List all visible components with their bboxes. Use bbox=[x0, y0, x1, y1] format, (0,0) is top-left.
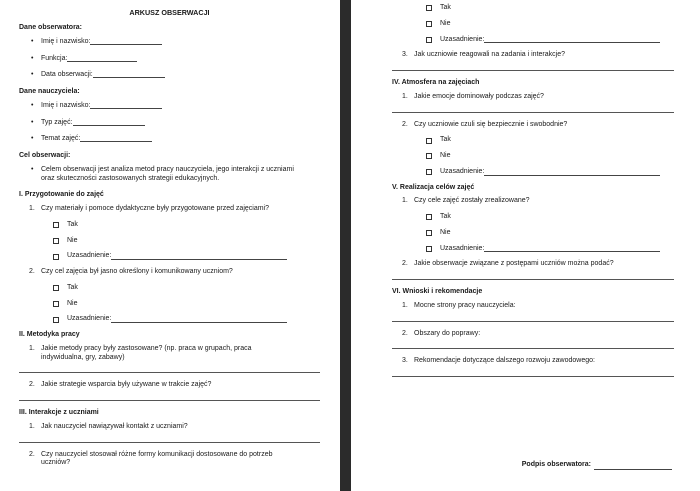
s6-q3-answer-line[interactable] bbox=[392, 373, 674, 377]
observation-date-field[interactable]: • Data obserwacji: bbox=[19, 71, 320, 80]
checkbox-icon bbox=[426, 246, 432, 252]
teacher-heading: Dane nauczyciela: bbox=[19, 88, 80, 95]
lesson-topic-field[interactable]: • Temat zajęć: bbox=[19, 135, 320, 144]
checkbox-icon bbox=[426, 138, 432, 144]
checkbox-icon bbox=[426, 5, 432, 11]
s1-q2-yes-checkbox[interactable]: Tak bbox=[53, 284, 320, 293]
lesson-type-field[interactable]: • Typ zajęć: bbox=[19, 119, 320, 128]
s4-q2-no-checkbox[interactable]: Nie bbox=[426, 152, 674, 161]
s6-question-3: 3. Rekomendacje dotyczące dalszego rozwoju zawodowego: bbox=[402, 357, 595, 365]
s3-q2-justify-checkbox[interactable]: Uzasadnienie: bbox=[426, 36, 674, 45]
checkbox-icon bbox=[426, 153, 432, 159]
checkbox-icon bbox=[53, 301, 59, 307]
page-right bbox=[351, 0, 700, 491]
s6-question-2: 2. Obszary do poprawy: bbox=[402, 329, 481, 337]
observer-signature[interactable]: Podpis obserwatora: bbox=[522, 461, 672, 470]
s3-question-3: 3. Jak uczniowie reagowali na zadania i interakcje? bbox=[402, 51, 565, 59]
checkbox-icon bbox=[426, 214, 432, 220]
s1-q1-no-checkbox[interactable]: Nie bbox=[53, 237, 320, 246]
s3-q1-answer-line[interactable] bbox=[19, 439, 320, 443]
s5-q1-yes-checkbox[interactable]: Tak bbox=[426, 213, 674, 222]
section-3-heading: III. Interakcje z uczniami bbox=[19, 409, 99, 416]
s1-q2-no-checkbox[interactable]: Nie bbox=[53, 300, 320, 309]
s2-question-1: 1. Jakie metody pracy były zastosowane? (np. praca w grupach, praca indywidualna, gry, zabawy) bbox=[29, 344, 252, 361]
s6-question-1: 1. Mocne strony pracy nauczyciela: bbox=[402, 301, 516, 309]
goal-heading: Cel obserwacji: bbox=[19, 152, 71, 159]
s4-question-2: 2. Czy uczniowie czuli się bezpiecznie i swobodnie? bbox=[402, 120, 568, 128]
checkbox-icon bbox=[426, 21, 432, 27]
s3-q2-yes-checkbox[interactable]: Tak bbox=[426, 4, 674, 13]
section-1-heading: I. Przygotowanie do zajęć bbox=[19, 191, 104, 199]
s3-q3-answer-line[interactable] bbox=[392, 67, 674, 71]
s6-q2-answer-line[interactable] bbox=[392, 345, 674, 349]
checkbox-icon bbox=[53, 222, 59, 228]
checkbox-icon bbox=[53, 254, 59, 260]
s5-q2-answer-line[interactable] bbox=[392, 276, 674, 280]
section-6-heading: VI. Wnioski i rekomendacje bbox=[392, 288, 483, 295]
teacher-name-field[interactable]: • Imię i nazwisko: bbox=[19, 102, 320, 111]
section-2-heading: II. Metodyka pracy bbox=[19, 331, 80, 338]
s4-question-1: 1. Jakie emocje dominowały podczas zajęć? bbox=[402, 92, 544, 100]
checkbox-icon bbox=[53, 317, 59, 323]
s4-q2-yes-checkbox[interactable]: Tak bbox=[426, 136, 674, 145]
s5-question-1: 1. Czy cele zajęć zostały zrealizowane? bbox=[402, 197, 530, 205]
observer-heading: Dane obserwatora: bbox=[19, 24, 83, 31]
observer-name-field[interactable]: • Imię i nazwisko: bbox=[19, 38, 320, 47]
s5-q1-justify-checkbox[interactable]: Uzasadnienie: bbox=[426, 245, 674, 254]
checkbox-icon bbox=[426, 37, 432, 43]
checkbox-icon bbox=[53, 285, 59, 291]
checkbox-icon bbox=[53, 238, 59, 244]
checkbox-icon bbox=[426, 169, 432, 175]
s5-question-2: 2. Jakie obserwacje związane z postępami uczniów można podać? bbox=[402, 260, 614, 268]
s1-q2-justify-checkbox[interactable]: Uzasadnienie: bbox=[53, 315, 320, 324]
s3-q2-no-checkbox[interactable]: Nie bbox=[426, 20, 674, 29]
section-4-heading: IV. Atmosfera na zajęciach bbox=[392, 79, 480, 86]
s2-q2-answer-line[interactable] bbox=[19, 397, 320, 401]
checkbox-icon bbox=[426, 230, 432, 236]
signature-line[interactable] bbox=[594, 463, 672, 470]
section-5-heading: V. Realizacja celów zajęć bbox=[392, 183, 475, 191]
s2-q1-answer-line[interactable] bbox=[19, 369, 320, 373]
s1-q1-justify-checkbox[interactable]: Uzasadnienie: bbox=[53, 252, 320, 261]
s4-q2-justify-checkbox[interactable]: Uzasadnienie: bbox=[426, 168, 674, 177]
s3-question-1: 1. Jak nauczyciel nawiązywał kontakt z uczniami? bbox=[29, 422, 188, 430]
observer-function-field[interactable]: • Funkcja: bbox=[19, 55, 320, 64]
s5-q1-no-checkbox[interactable]: Nie bbox=[426, 229, 674, 238]
s1-question-1: 1. Czy materiały i pomoce dydaktyczne były przygotowane przed zajęciami? bbox=[29, 205, 269, 212]
s4-q1-answer-line[interactable] bbox=[392, 109, 674, 113]
s1-q1-yes-checkbox[interactable]: Tak bbox=[53, 221, 320, 230]
page-divider bbox=[340, 0, 351, 491]
goal-text: • Celem obserwacji jest analiza metod pracy nauczyciela, jego interakcji z uczniami oraz skuteczności zastosowanych strategii edukacyjnych. bbox=[31, 165, 294, 182]
s1-question-2: 2. Czy cel zajęcia był jasno określony i komunikowany uczniom? bbox=[29, 268, 233, 275]
page-left bbox=[0, 0, 340, 491]
document-title: ARKUSZ OBSERWACJI bbox=[129, 8, 210, 17]
s6-q1-answer-line[interactable] bbox=[392, 318, 674, 322]
s2-question-2: 2. Jakie strategie wsparcia były używane w trakcie zajęć? bbox=[29, 381, 212, 389]
s3-question-2: 2. Czy nauczyciel stosował różne formy komunikacji dostosowane do potrzeb uczniów? bbox=[29, 450, 273, 467]
